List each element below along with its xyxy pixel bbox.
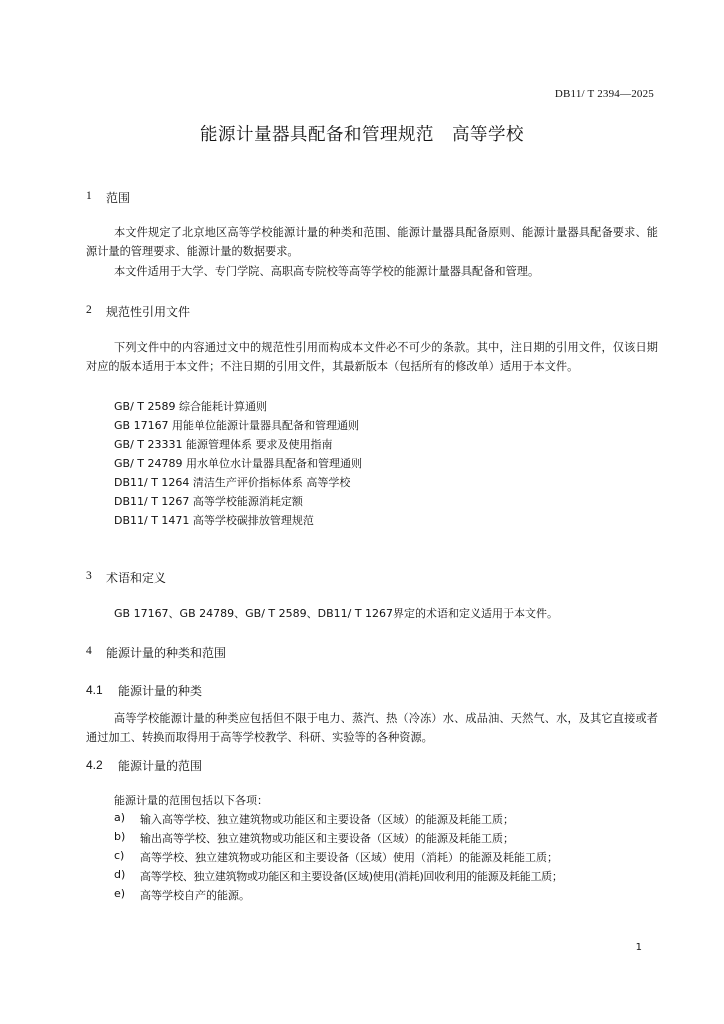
reference-item: GB 17167 用能单位能源计量器具配备和管理通则 (114, 419, 360, 432)
list-item-label: c) (114, 849, 125, 862)
section-heading: 术语和定义 (106, 571, 167, 585)
list-item-text: 高等学校自产的能源。 (140, 889, 250, 902)
section-number: 4 (86, 645, 92, 657)
reference-item: DB11/ T 1267 高等学校能源消耗定额 (114, 495, 303, 508)
list-item-text: 输出高等学校、独立建筑物或功能区和主要设备（区域）的能源及耗能工质； (140, 832, 514, 845)
reference-item: GB/ T 24789 用水单位水计量器具配备和管理通则 (114, 457, 362, 470)
reference-item: DB11/ T 1264 清洁生产评价指标体系 高等学校 (114, 476, 351, 489)
paragraph: 本文件规定了北京地区高等学校能源计量的种类和范围、能源计量器具配备原则、能源计量器具配备要求、能源计量的管理要求、能源计量的数据要求。 (86, 226, 658, 258)
list-item-label: e) (114, 887, 126, 900)
list-item-text: 输入高等学校、独立建筑物或功能区和主要设备（区域）的能源及耗能工质； (140, 813, 514, 826)
list-item-label: a) (114, 811, 126, 824)
section-heading: 范围 (106, 191, 131, 205)
document-title: 能源计量器具配备和管理规范 高等学校 (200, 125, 524, 145)
subsection-number: 4.2 (86, 758, 103, 772)
section-number: 3 (86, 570, 92, 582)
page-number: 1 (635, 942, 642, 953)
list-item-label: d) (114, 868, 126, 881)
subsection-heading: 能源计量的范围 (118, 759, 203, 773)
paragraph: 下列文件中的内容通过文中的规范性引用而构成本文件必不可少的条款。其中，注日期的引用文件，仅该日期对应的版本适用于本文件；不注日期的引用文件，其最新版本（包括所有的修改单）适用于本文件。 (86, 341, 658, 373)
standard-code: DB11/ T 2394—2025 (554, 88, 654, 100)
paragraph: 高等学校能源计量的种类应包括但不限于电力、蒸汽、热（冷冻）水、成品油、天然气、水，及其它直接或者通过加工、转换而取得用于高等学校教学、科研、实验等的各种资源。 (86, 712, 658, 744)
list-item-text: 高等学校、独立建筑物或功能区和主要设备（区域）使用（消耗）的能源及耗能工质； (140, 851, 558, 864)
reference-item: GB/ T 23331 能源管理体系 要求及使用指南 (114, 438, 333, 451)
list-item-label: b) (114, 830, 126, 843)
paragraph: 能源计量的范围包括以下各项： (114, 794, 268, 807)
section-number: 1 (86, 190, 92, 202)
subsection-number: 4.1 (86, 683, 103, 697)
section-number: 2 (86, 304, 92, 316)
reference-item: DB11/ T 1471 高等学校碳排放管理规范 (114, 514, 314, 527)
paragraph: GB 17167、GB 24789、GB/ T 2589、DB11/ T 1267界定的术语和定义适用于本文件。 (114, 607, 559, 620)
subsection-heading: 能源计量的种类 (118, 684, 203, 698)
list-item-text: 高等学校、独立建筑物或功能区和主要设备(区域)使用(消耗)回收利用的能源及耗能工质； (140, 870, 563, 883)
section-heading: 能源计量的种类和范围 (106, 646, 227, 660)
reference-item: GB/ T 2589 综合能耗计算通则 (114, 400, 267, 413)
section-heading: 规范性引用文件 (106, 305, 191, 319)
paragraph: 本文件适用于大学、专门学院、高职高专院校等高等学校的能源计量器具配备和管理。 (114, 265, 540, 278)
